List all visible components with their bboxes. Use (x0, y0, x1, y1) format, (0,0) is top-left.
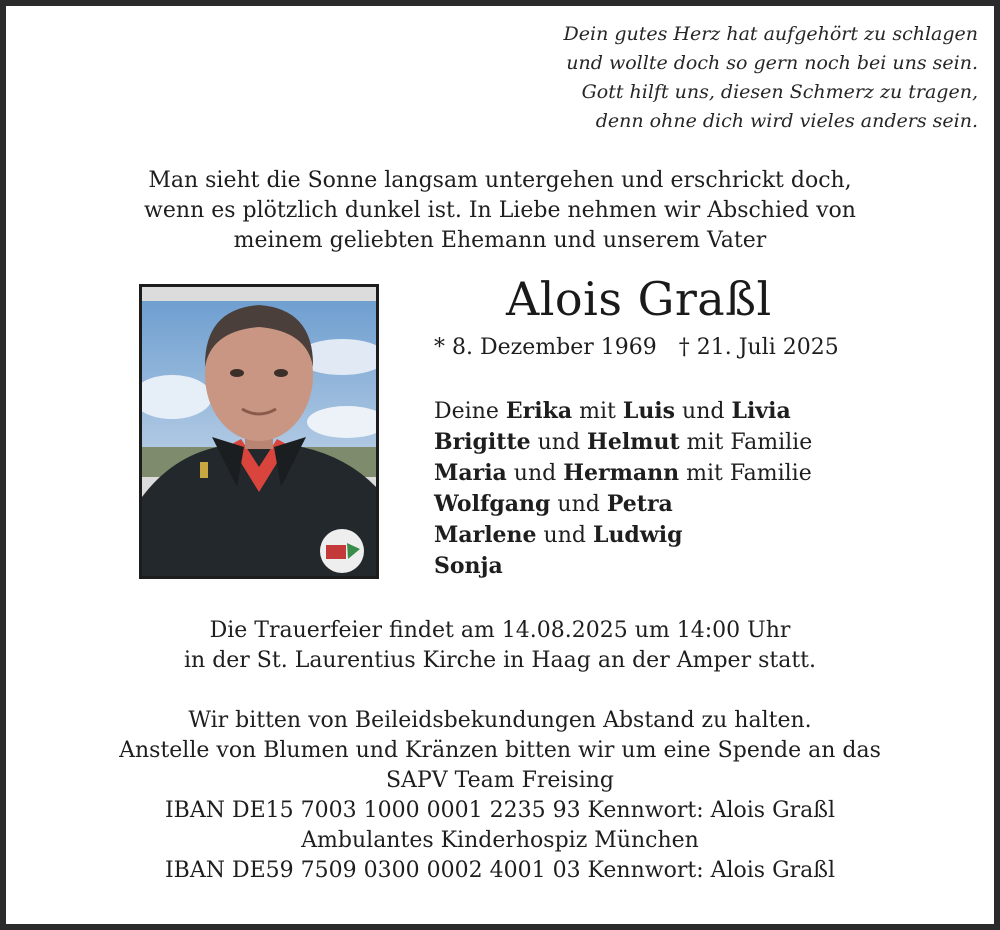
service-line: in der St. Laurentius Kirche in Haag an der Amper statt. (184, 648, 816, 673)
mourner-row (434, 551, 812, 582)
donation-recipient: SAPV Team Freising (385, 768, 614, 793)
donation-iban: IBAN DE15 7003 1000 0001 2235 93 Kennwort: Alois Graßl (164, 798, 836, 823)
intro-line: Man sieht die Sonne langsam untergehen und erschrickt doch, (148, 168, 852, 193)
poem-line: Dein gutes Herz hat aufgehört zu schlagen (563, 23, 978, 45)
intro-text (6, 166, 994, 256)
mourner-name: Helmut (587, 429, 680, 455)
mourner-name: Wolfgang (434, 491, 551, 517)
mourner-connector: mit (572, 399, 623, 424)
intro-line: meinem geliebten Ehemann und unserem Vater (233, 228, 767, 253)
mourner-connector: mit Familie (679, 461, 812, 486)
mourner-name: Marlene (434, 522, 537, 548)
mourner-connector: mit Familie (679, 430, 813, 455)
donation-iban: IBAN DE59 7509 0300 0002 4001 03 Kennwort: Alois Graßl (164, 858, 836, 883)
service-line: Die Trauerfeier findet am 14.08.2025 um 14:00 Uhr (209, 618, 791, 643)
funeral-service-info (6, 616, 994, 676)
donation-line: Anstelle von Blumen und Kränzen bitten wir um eine Spende an das (119, 738, 881, 763)
poem-line: und wollte doch so gern noch bei uns sein. (566, 52, 978, 74)
deceased-name: Alois Graßl (506, 272, 772, 326)
mourner-connector: und (550, 492, 607, 517)
mourner-connector: und (675, 399, 732, 424)
donation-line: Wir bitten von Beileidsbekundungen Abstand zu halten. (188, 708, 812, 733)
mourner-name: Erika (505, 398, 573, 424)
mourner-name: Livia (731, 398, 791, 424)
poem-line: denn ohne dich wird vieles anders sein. (595, 110, 978, 132)
portrait-photo-icon (142, 287, 376, 576)
mourner-connector: Deine (434, 399, 506, 424)
mourner-name: Luis (622, 398, 676, 424)
mourner-row (434, 520, 812, 551)
mourner-name: Sonja (434, 553, 503, 579)
birth-date: * 8. Dezember 1969 (434, 335, 657, 360)
poem-verse (564, 20, 978, 136)
mourner-name: Maria (434, 460, 507, 486)
mourner-connector: und (536, 523, 593, 548)
mourner-row (434, 396, 812, 427)
poem-line: Gott hilft uns, diesen Schmerz zu tragen, (581, 81, 978, 103)
mourner-name: Petra (606, 491, 673, 517)
life-dates (434, 333, 839, 363)
donation-info (6, 706, 994, 886)
mourner-name: Ludwig (592, 522, 683, 548)
mourner-connector: und (506, 461, 564, 486)
intro-line: wenn es plötzlich dunkel ist. In Liebe nehmen wir Abschied von (144, 198, 856, 223)
mourner-connector: und (530, 430, 588, 455)
mourner-row (434, 427, 812, 458)
mourners-list (434, 396, 812, 582)
death-date: † 21. Juli 2025 (678, 335, 839, 360)
mourner-row (434, 489, 812, 520)
donation-recipient: Ambulantes Kinderhospiz München (301, 828, 699, 853)
mourner-row (434, 458, 812, 489)
portrait-photo (139, 284, 379, 579)
mourner-name: Brigitte (434, 429, 531, 455)
mourner-name: Hermann (563, 460, 680, 486)
